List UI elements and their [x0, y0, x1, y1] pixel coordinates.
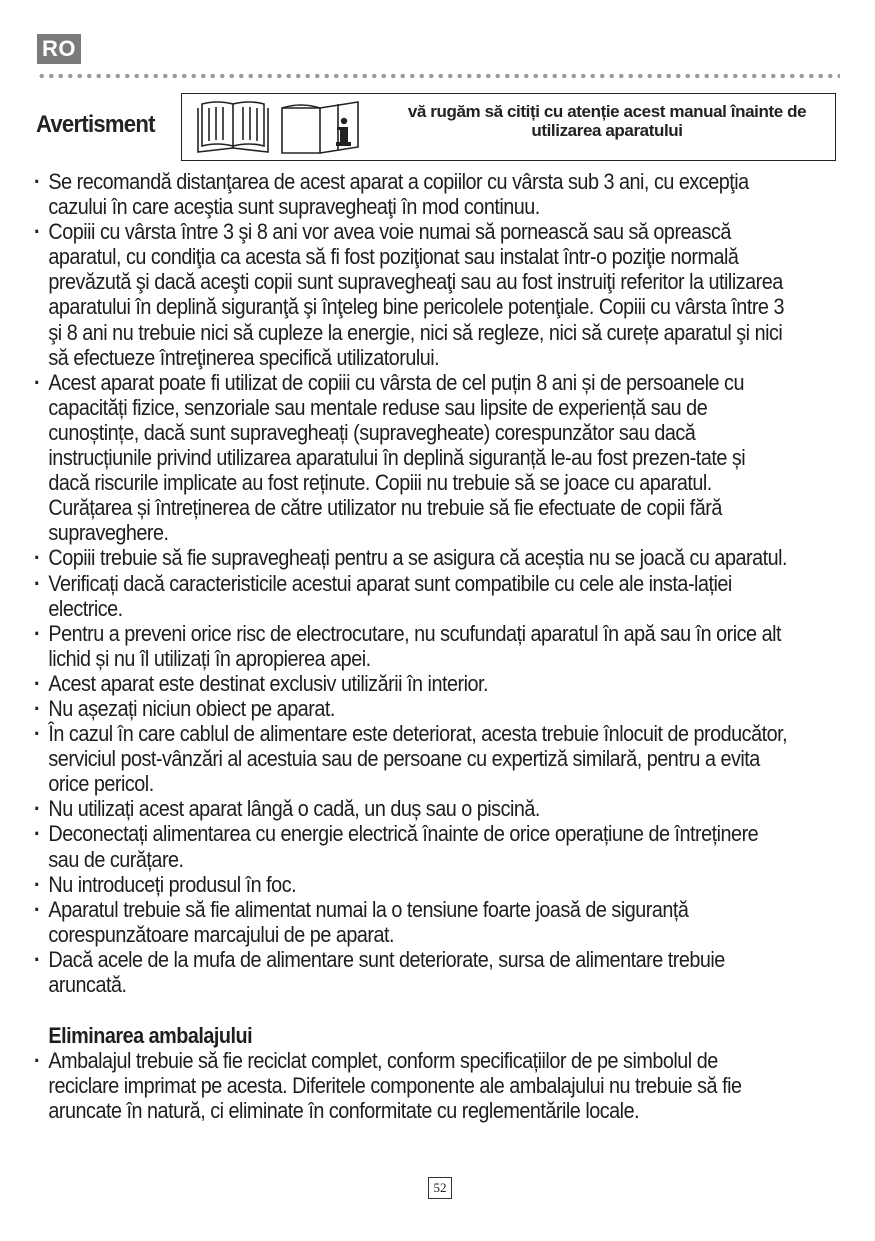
- list-item: · Copiii cu vârsta între 3 şi 8 ani vor avea voie numai să pornească sau să oprească aparatul, cu condiţia ca acesta să fi fost poziţionat sau instalat într-o poziţie normală prevăzută şi dacă aceşti copii sunt supravegheaţi sau au fost instruiţi referitor la utilizarea aparatului în deplină siguranţă şi înţeleg bine pericolele potenţiale. Copiii cu vârsta între 3 şi 8 ani nu trebuie nici să cupleze la energie, nici să regleze, nici să curețe aparatul şi nici să efectueze întreţinerea specifică utilizatorului.: [34, 219, 790, 370]
- list-item: · Acest aparat este destinat exclusiv utilizării în interior.: [34, 671, 790, 696]
- safety-bullet-list: [34, 169, 790, 997]
- list-item: · Acest aparat poate fi utilizat de copiii cu vârsta de cel puțin 8 ani și de persoanele cu capacități fizice, senzoriale sau mentale reduse sau lipsite de experiență sau de cunoștințe, dacă sunt supravegheați (supravegheate) corespunzător sau dacă instrucțiunile privind utilizarea aparatului în deplină siguranță le-au fost prezen-tate și dacă riscurile implicate au fost reținute. Copiii nu trebuie să se joace cu aparatul. Curățarea și întreținerea de către utilizator nu trebuie să fie efectuate de copii fără supraveghere.: [34, 370, 790, 546]
- safety-content: [34, 169, 790, 1123]
- warning-heading: Avertisment: [36, 111, 155, 138]
- list-item: · Deconectați alimentarea cu energie electrică înainte de orice operațiune de întreținere sau de curățare.: [34, 821, 790, 871]
- list-item: · Aparatul trebuie să fie alimentat numai la o tensiune foarte joasă de siguranță corespunzătoare marcajului de pe aparat.: [34, 897, 790, 947]
- list-item: · Se recomandă distanţarea de acest aparat a copiilor cu vârsta sub 3 ani, cu excepţia cazului în care aceştia sunt supravegheaţi în mod continuu.: [34, 169, 790, 219]
- list-item: · Copiii trebuie să fie supravegheați pentru a se asigura că aceștia nu se joacă cu aparatul.: [34, 545, 790, 570]
- list-item: · Nu utilizați acest aparat lângă o cadă, un duș sau o piscină.: [34, 796, 790, 821]
- list-item: · În cazul în care cablul de alimentare este deteriorat, acesta trebuie înlocuit de producător, serviciul post-vânzări al acestuia sau de persoane cu expertiză similară, pentru a evita orice pericol.: [34, 721, 790, 796]
- list-item: · Verificați dacă caracteristicile acestui aparat sunt compatibile cu cele ale insta-lației electrice.: [34, 571, 790, 621]
- warning-instruction-text: vă rugăm să citiți cu atenție acest manual înainte de utilizarea aparatului: [407, 102, 807, 140]
- warning-box: [181, 93, 836, 161]
- book-icon: [192, 98, 274, 161]
- info-icon: [278, 98, 364, 163]
- list-item: · Nu introduceți produsul în foc.: [34, 872, 790, 897]
- language-badge: RO: [37, 34, 81, 64]
- packaging-section-title: Eliminarea ambalajului: [48, 1023, 253, 1049]
- list-item: · Pentru a preveni orice risc de electrocutare, nu scufundați aparatul în apă sau în orice alt lichid și nu îl utilizați în apropierea apei.: [34, 621, 790, 671]
- list-item: · Nu așezați niciun obiect pe aparat.: [34, 696, 790, 721]
- list-item: · Ambalajul trebuie să fie reciclat complet, conform specificațiilor de pe simbolul de reciclare imprimat pe acesta. Diferitele componente ale ambalajului nu trebuie să fie aruncate în natură, ci eliminate în conformitate cu reglementările locale.: [34, 1048, 790, 1123]
- dotted-divider: [37, 73, 840, 79]
- packaging-bullet-list: [34, 1048, 790, 1123]
- list-item: · Dacă acele de la mufa de alimentare sunt deteriorate, sursa de alimentare trebuie aruncată.: [34, 947, 790, 997]
- page-number: 52: [428, 1177, 452, 1199]
